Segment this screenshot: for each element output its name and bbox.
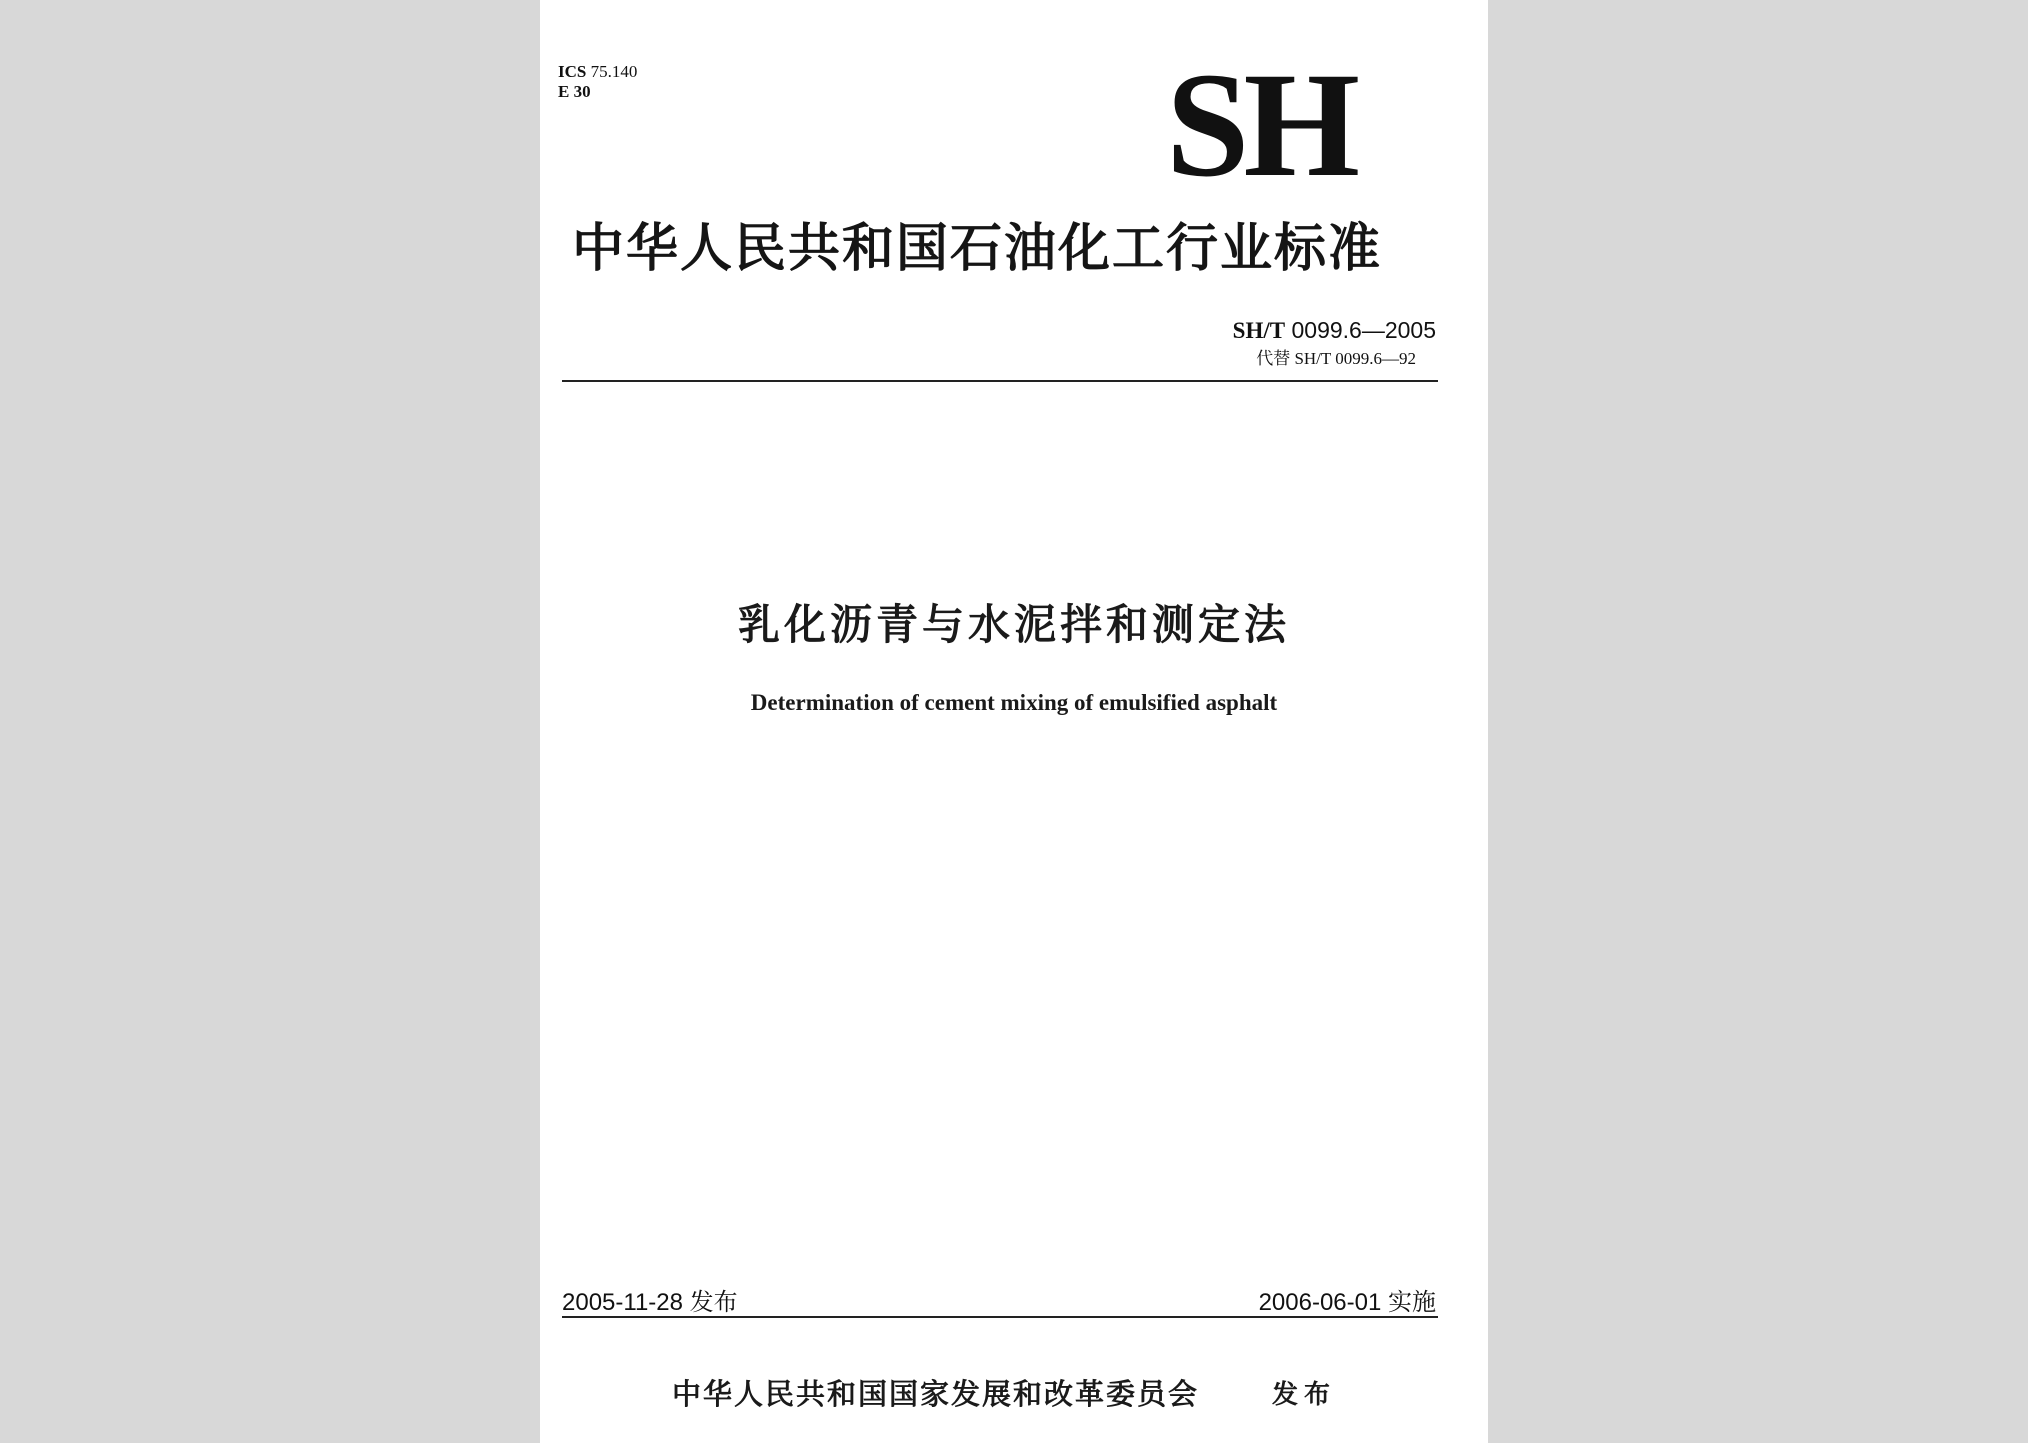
ics-code: 75.140 [590,62,638,81]
replaces-standard: 代替 SH/T 0099.6—92 [1256,349,1416,368]
ics-line [558,62,637,82]
footer-divider [562,1316,1438,1318]
issuing-authority: 中华人民共和国国家发展和改革委员会 [672,1377,1200,1411]
classification-codes [558,62,637,102]
sh-logo: SH [1166,42,1355,208]
standard-number [1233,317,1436,344]
document-title-en: Determination of cement mixing of emulsified asphalt [750,690,1278,715]
document-cover-page [540,0,1488,1443]
header-divider [562,380,1438,382]
issue-date: 2005-11-28 发布 [562,1289,738,1316]
ics-label: ICS [558,62,587,81]
standard-number-value: 0099.6—2005 [1291,317,1436,343]
issue-label: 发布 [1272,1380,1337,1410]
standard-category-title: 中华人民共和国石油化工行业标准 [572,219,1383,279]
document-title-cn: 乳化沥青与水泥拌和测定法 [737,600,1290,649]
ccs-code: E 30 [558,82,591,101]
standard-prefix: SH/T [1232,318,1286,343]
implementation-date: 2006-06-01 实施 [1258,1289,1436,1316]
